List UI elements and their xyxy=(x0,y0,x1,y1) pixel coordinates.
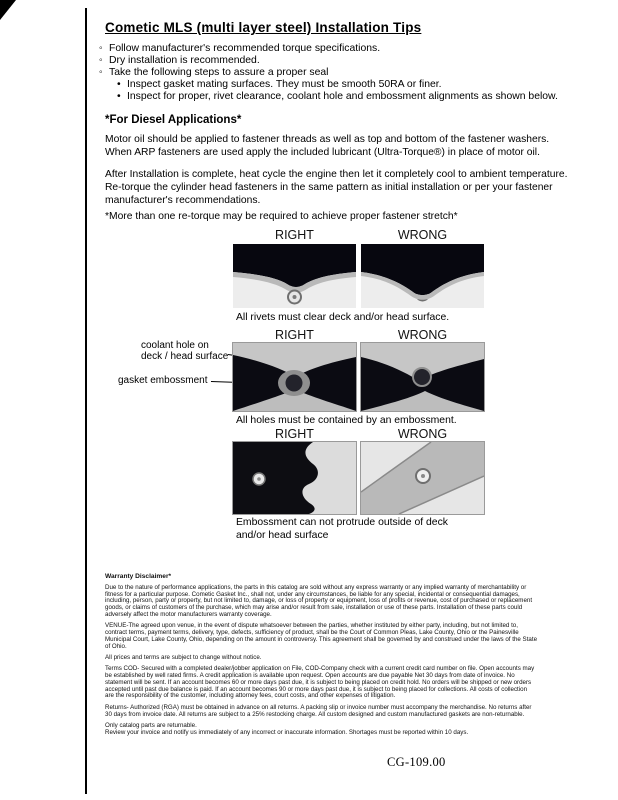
diesel-paragraph-2: After Installation is complete, heat cycle the engine then let it completely cool to ambient temperature. Re-torque the cylinder head fasteners in the same pattern as initial installation or per your fastener manufacturer's recommendations. xyxy=(105,169,568,206)
diesel-paragraph-1: Motor oil should be applied to fastener threads as well as top and bottom of the fastener washers. When ARP fasteners are used apply the included lubricant (Ultra-Torque®) in place of motor oil. xyxy=(105,134,550,158)
legal-block xyxy=(105,574,537,736)
page-edge-rule xyxy=(85,8,87,794)
legal-paragraph: Review your invoice and notify us immediately of any incorrect or inaccurate information. Shortages must be reported within 10 days. xyxy=(105,728,469,736)
embossment-wrong-diagram xyxy=(361,442,484,514)
legal-paragraph: Returns- Authorized (RGA) must be obtained in advance on all returns. A packing slip or invoice number must accompany the merchandise. No returns after 30 days from invoice date. All returns are subject to a 25% restocking charge. All custom designed and custom manufactured gaskets are non-returnable. xyxy=(105,703,532,718)
tip-item xyxy=(99,67,328,78)
dot-bullet-icon: • xyxy=(117,79,121,90)
coolant-hole-callout-line2: deck / head surface xyxy=(141,351,229,362)
embossment-caption-line1: Embossment can not protrude outside of deck xyxy=(236,517,448,528)
coolant-hole-callout-line1: coolant hole on xyxy=(141,340,209,351)
legal-paragraph: Terms COD- Secured with a completed dealer/jobber application on File, COD-Company check with a current credit card number on file. Open accounts may be established by well rated firms. A credit application is available upon request. Open accounts are due payable Net 30 days from date of invoice. No statement will be sent. If an account becomes 60 or more days past due, it is subject to being placed on credit hold. No orders will be shipped or new orders accepted until past due balance is paid. If an account becomes 90 or more days past due, it is subject to being placed for collections. All costs of collection are the responsibility of the customer, including attorney fees, court costs, and other expenses of litigation. xyxy=(105,665,535,700)
coolant-hole-callout xyxy=(141,340,228,362)
rivet-wrong-diagram xyxy=(361,244,484,308)
holes-caption: All holes must be contained by an embossment. xyxy=(236,415,457,426)
legal-paragraph: Only catalog parts are returnable. xyxy=(105,721,197,729)
tip-text: Follow manufacturer's recommended torque specifications. xyxy=(109,43,381,54)
embossment-caption-line2: and/or head surface xyxy=(236,529,329,541)
tip-sub-item xyxy=(117,79,442,90)
circle-bullet-icon: ◦ xyxy=(99,67,103,78)
circle-bullet-icon: ◦ xyxy=(99,55,103,66)
legal-paragraph: VENUE-The agreed upon venue, in the event of dispute whatsoever between the parties, whether instituted by either party, including, but not limited to, contract terms, payment terms, delivery, type, defects, sufficiency of product, shall be the Court of Common Pleas, Lake County, Ohio or the Painesville Municipal Court, Lake County, Ohio, depending on the amount in controversy. This agreement shall be governed by and construed under the laws of the State of Ohio. xyxy=(105,622,538,650)
tip-text: Inspect for proper, rivet clearance, coolant hole and embossment alignments as shown below. xyxy=(127,91,558,102)
embossment-right-diagram xyxy=(233,442,356,514)
tip-text: Inspect gasket mating surfaces. They must be smooth 50RA or finer. xyxy=(127,79,442,90)
legal-paragraph: All prices and terms are subject to change without notice. xyxy=(105,653,262,661)
wrong-label-embossment: WRONG xyxy=(397,427,448,441)
coolant-hole-wrong-diagram xyxy=(361,343,484,411)
right-label-embossment: RIGHT xyxy=(275,427,314,441)
circle-bullet-icon: ◦ xyxy=(99,43,103,54)
tip-item xyxy=(99,55,260,66)
diesel-applications-heading: *For Diesel Applications* xyxy=(105,114,242,126)
coolant-hole-right-diagram xyxy=(233,343,356,411)
tip-text: Take the following steps to assure a proper seal xyxy=(109,67,329,78)
retorque-note: *More than one re-torque may be required to achieve proper fastener stretch* xyxy=(105,211,458,222)
page-title: Cometic MLS (multi layer steel) Installation Tips xyxy=(105,20,422,35)
page-code: CG-109.00 xyxy=(387,755,446,769)
warranty-disclaimer-heading: Warranty Disclaimer* xyxy=(105,573,172,580)
rivets-caption: All rivets must clear deck and/or head surface. xyxy=(236,312,450,323)
wrong-label-holes: WRONG xyxy=(397,328,448,342)
embossment-caption xyxy=(236,517,506,542)
scan-corner-artifact xyxy=(0,0,16,20)
rivet-right-diagram xyxy=(233,244,356,308)
gasket-embossment-callout: gasket embossment xyxy=(118,375,208,386)
tip-text: Dry installation is recommended. xyxy=(109,55,260,66)
tip-sub-item xyxy=(117,91,558,102)
dot-bullet-icon: • xyxy=(117,91,121,102)
wrong-label-rivets: WRONG xyxy=(397,228,448,242)
legal-paragraph: Due to the nature of performance applications, the parts in this catalog are sold without any express warranty or any implied warranty of merchantability or fitness for a particular purpose. Cometic Gasket Inc., shall not, under any circumstances, be liable for any special, incidental or consequential damages, including, person, party or property, but not limited to, damage, or loss of property or equipment, loss of profits or revenue, cost of purchased or replacement goods, or claims of customers of the purchase, which may arise and/or result from sale, installation or use of these parts. Installation of these parts could adversely affect the motor manufacturers warranty coverage. xyxy=(105,583,533,618)
tip-item xyxy=(99,43,380,54)
right-label-holes: RIGHT xyxy=(275,328,314,342)
right-label-rivets: RIGHT xyxy=(275,228,314,242)
